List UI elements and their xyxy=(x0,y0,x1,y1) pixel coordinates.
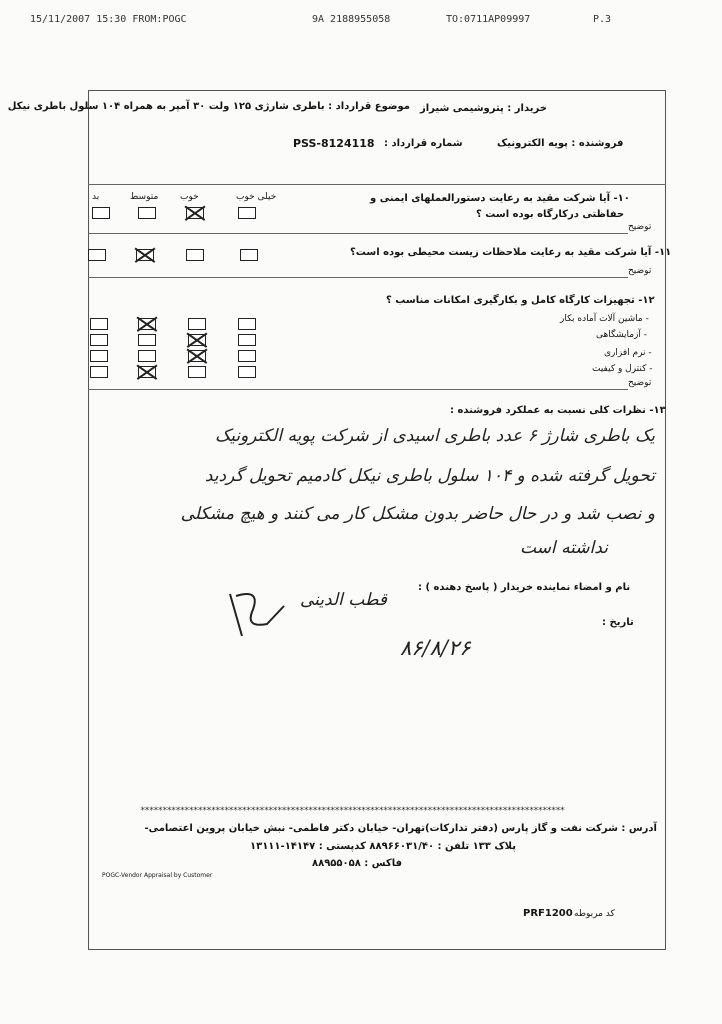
subject: موضوع قرارداد : باطری شارژی ۱۲۵ ولت ۳۰ آمپر به همراه ۱۰۴ سلول باطری نیکل xyxy=(7,101,410,112)
date-label: تاریخ : xyxy=(602,617,634,628)
q12-machinery-good-checkbox[interactable] xyxy=(188,318,206,330)
q11-bad-checkbox[interactable] xyxy=(88,249,106,261)
seller: فروشنده : پویه الکترونیک xyxy=(497,138,624,149)
q12-quality-very-good-checkbox[interactable] xyxy=(238,366,256,378)
q12-quality-good-checkbox[interactable] xyxy=(188,366,206,378)
q12-item-quality: - کنترل و کیفیت xyxy=(592,364,653,374)
question-11: ۱۱- آیا شرکت مقید به رعایت ملاحظات زیست محیطی بوده است؟ xyxy=(350,247,672,258)
separator-stars: ************************************************************************************************ xyxy=(140,806,565,816)
q12-lab-bad-checkbox[interactable] xyxy=(90,334,108,346)
fax-recipient: TO:0711AP09997 xyxy=(446,14,531,25)
q12-software-very-good-checkbox[interactable] xyxy=(238,350,256,362)
address-line-1: آدرس : شرکت نفت و گاز پارس (دفتر تدارکات)تهران- خیابان دکتر فاطمی- نبش خیابان پروین اعتصامی- xyxy=(144,823,657,834)
handwritten-line-3: و نصب شد و در حال حاضر بدون مشکل کار می کنند و هیچ مشکلی xyxy=(180,504,655,524)
q12-quality-bad-checkbox[interactable] xyxy=(90,366,108,378)
date-value: ۸۶/۸/۲۶ xyxy=(400,636,471,660)
q10-average-checkbox[interactable] xyxy=(138,207,156,219)
q12-lab-average-checkbox[interactable] xyxy=(138,334,156,346)
form-code-label: کد مربوطه xyxy=(574,909,615,919)
rating-very-good: خیلی خوب xyxy=(236,192,277,202)
q12-lab-good-checkbox[interactable] xyxy=(188,334,206,346)
q12-software-average-checkbox[interactable] xyxy=(138,350,156,362)
q11-very-good-checkbox[interactable] xyxy=(240,249,258,261)
contract-number: PSS-8124118 xyxy=(293,137,375,150)
q12-item-machinery: - ماشین آلات آماده بکار xyxy=(560,314,649,324)
q11-average-checkbox[interactable] xyxy=(136,249,154,261)
q12-machinery-bad-checkbox[interactable] xyxy=(90,318,108,330)
fax-header xyxy=(0,10,722,30)
explanation-label: توضیح xyxy=(628,222,652,232)
signer-name: قطب الدینی xyxy=(300,590,388,610)
rating-bad: بد xyxy=(92,192,100,202)
handwritten-line-2: تحویل گرفته شده و ۱۰۴ سلول باطری نیکل کادمیم تحویل گردید xyxy=(204,466,655,486)
question-10: ۱۰- آیا شرکت مقید به رعایت دستورالعملهای ایمنی و xyxy=(370,193,630,204)
question-10-cont: حفاظتی درکارگاه بوده است ؟ xyxy=(476,209,625,220)
q12-item-software: - نرم افزاری xyxy=(604,348,652,358)
q12-lab-very-good-checkbox[interactable] xyxy=(238,334,256,346)
q12-software-good-checkbox[interactable] xyxy=(188,350,206,362)
signature-label: نام و امضاء نماینده خریدار ( پاسخ دهنده ) : xyxy=(418,582,631,593)
q10-very-good-checkbox[interactable] xyxy=(238,207,256,219)
q12-item-laboratory: - آزمایشگاهی xyxy=(596,330,648,340)
fax-page: P.3 xyxy=(593,14,612,25)
q12-quality-average-checkbox[interactable] xyxy=(138,366,156,378)
explanation-line xyxy=(88,277,628,278)
explanation-line xyxy=(88,389,628,390)
explanation-line xyxy=(88,233,628,234)
rating-good: خوب xyxy=(180,192,199,202)
divider xyxy=(88,184,666,185)
explanation-label: توضیح xyxy=(628,378,652,388)
address-line-3: فاکس : ۸۸۹۵۵۰۵۸ xyxy=(312,858,403,869)
form-code: PRF1200 xyxy=(523,908,573,919)
q10-bad-checkbox[interactable] xyxy=(92,207,110,219)
rating-average: متوسط xyxy=(130,192,159,202)
explanation-label: توضیح xyxy=(628,266,652,276)
q12-machinery-very-good-checkbox[interactable] xyxy=(238,318,256,330)
handwritten-line-1: یک باطری شارژ ۶ عدد باطری اسیدی از شرکت پویه الکترونیک xyxy=(215,426,655,446)
form-name: POGC-Vendor Appraisal by Customer xyxy=(102,872,213,879)
buyer: خریدار : پتروشیمی شیراز xyxy=(420,103,547,114)
question-12: ۱۲- تجهیزات کارگاه کامل و بکارگیری امکانات مناسب ؟ xyxy=(386,295,655,306)
q12-software-bad-checkbox[interactable] xyxy=(90,350,108,362)
q10-good-checkbox[interactable] xyxy=(186,207,204,219)
handwritten-line-4: نداشته است xyxy=(520,538,608,558)
handwritten-signature xyxy=(222,586,292,646)
contract-label: شماره قرارداد : xyxy=(384,138,463,149)
question-13: ۱۳- نظرات کلی نسبت به عملکرد فروشنده : xyxy=(450,405,666,416)
address-line-2: پلاک ۱۳۳ تلفن : ۸۸۹۶۶۰۳۱/۴۰ کدپستی : ۱۴۱۴۷-۱۳۱۱۱ xyxy=(250,841,516,852)
q11-good-checkbox[interactable] xyxy=(186,249,204,261)
fax-sender: 15/11/2007 15:30 FROM:POGC xyxy=(30,14,187,25)
fax-number: 9A 2188955058 xyxy=(312,14,391,25)
q12-machinery-average-checkbox[interactable] xyxy=(138,318,156,330)
